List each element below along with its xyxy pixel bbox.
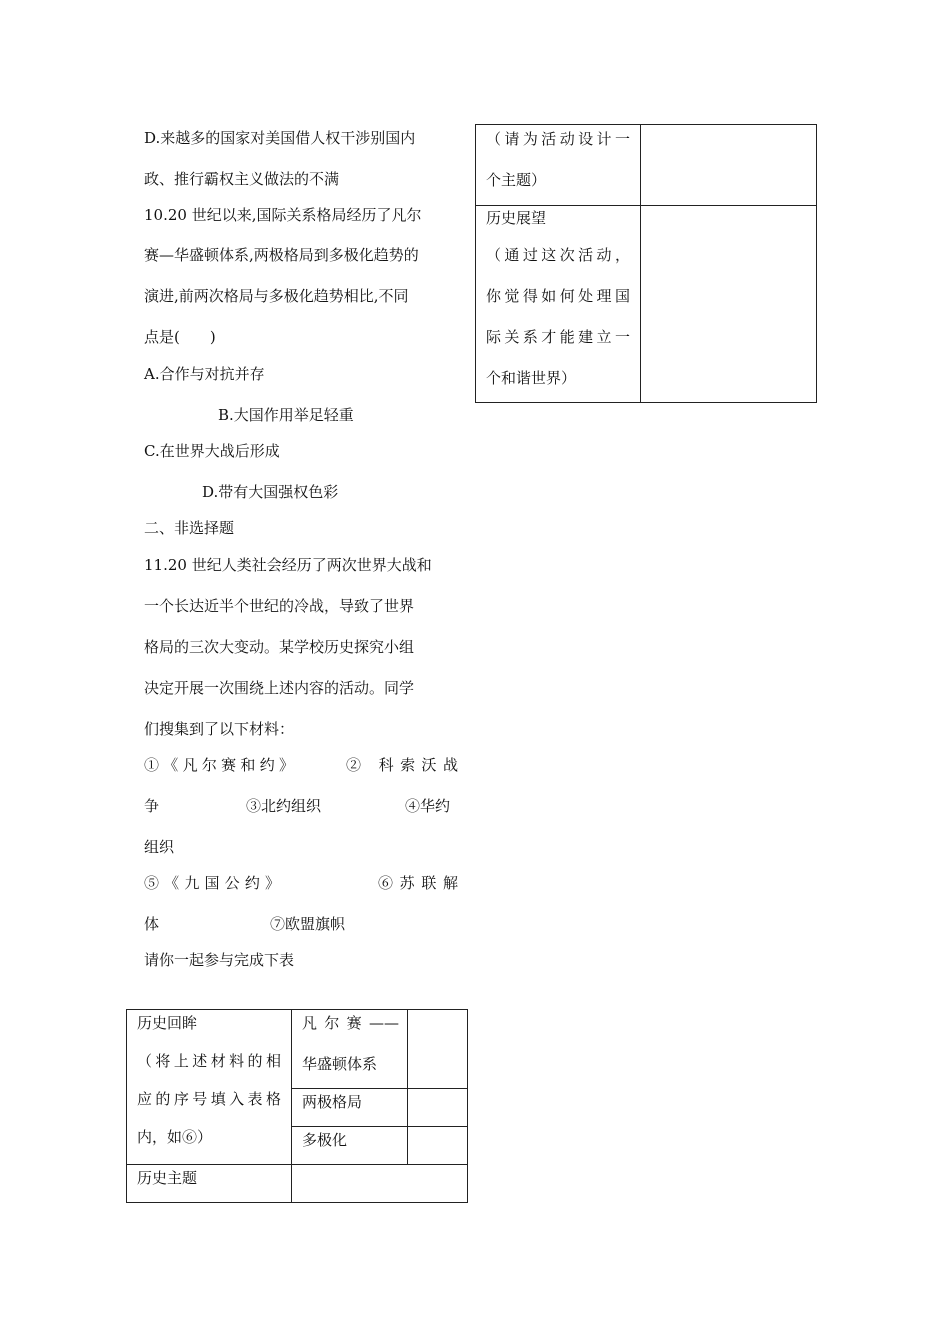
row1-label-line2: 华盛顿体系 bbox=[302, 1055, 378, 1073]
material-6: ⑥苏联解 bbox=[378, 874, 458, 892]
row3-label-cell bbox=[292, 1127, 408, 1165]
q10-line3: 演进,前两次格局与多极化趋势相比,不同 bbox=[144, 287, 409, 305]
review-note-line3: 内，如⑥） bbox=[137, 1128, 213, 1146]
q10-line2: 赛—华盛顿体系,两极格局到多极化趋势的 bbox=[144, 246, 419, 264]
q11-line1: 11.20 世纪人类社会经历了两次世界大战和 bbox=[144, 556, 432, 574]
review-note-line2: 应的序号填入表格 bbox=[137, 1090, 281, 1108]
outlook-note-line1: （通过这次活动， bbox=[486, 246, 630, 264]
row1-answer-cell[interactable] bbox=[408, 1010, 468, 1089]
outlook-note-line4: 个和谐世界） bbox=[486, 369, 577, 387]
q10-option-a: A.合作与对抗并存 bbox=[144, 365, 265, 383]
outlook-title: 历史展望 bbox=[486, 209, 547, 227]
material-3: ③北约组织 bbox=[246, 797, 322, 815]
outlook-cell bbox=[476, 206, 641, 403]
row1-label-cell bbox=[292, 1010, 408, 1089]
q10-line1: 10.20 世纪以来,国际关系格局经历了凡尔 bbox=[144, 206, 422, 224]
theme-note-line2: 个主题） bbox=[486, 171, 547, 189]
q10-option-b: B.大国作用举足轻重 bbox=[218, 406, 354, 424]
q11-line4: 决定开展一次围绕上述内容的活动。同学 bbox=[144, 679, 415, 697]
theme-note-line1: （请为活动设计一 bbox=[486, 130, 630, 148]
row3-label: 多极化 bbox=[302, 1131, 348, 1149]
q9-option-d-line1: D.来越多的国家对美国借人权干涉别国内 bbox=[144, 129, 416, 147]
review-title: 历史回眸 bbox=[137, 1014, 198, 1032]
q11-line3: 格局的三次大变动。某学校历史探究小组 bbox=[144, 638, 415, 656]
review-cell bbox=[127, 1010, 292, 1165]
q10-option-c: C.在世界大战后形成 bbox=[144, 442, 280, 460]
q10-option-d: D.带有大国强权色彩 bbox=[202, 483, 339, 501]
row2-answer-cell[interactable] bbox=[408, 1089, 468, 1127]
review-note-line1: （将上述材料的相 bbox=[137, 1052, 281, 1070]
q11-line2: 一个长达近半个世纪的冷战，导致了世界 bbox=[144, 597, 415, 615]
q9-option-d-line2: 政、推行霸权主义做法的不满 bbox=[144, 170, 340, 188]
history-review-table bbox=[126, 1009, 468, 1203]
q11-line5: 们搜集到了以下材料： bbox=[144, 720, 295, 738]
material-2-cont: 争 bbox=[144, 797, 160, 815]
instruction: 请你一起参与完成下表 bbox=[144, 951, 295, 969]
q10-line4: 点是( ) bbox=[144, 328, 216, 346]
row1-label-line1: 凡尔赛—— bbox=[302, 1014, 399, 1032]
row2-label: 两极格局 bbox=[302, 1093, 363, 1111]
theme-note-answer-cell[interactable] bbox=[641, 125, 817, 206]
material-4: ④华约 bbox=[405, 797, 451, 815]
theme-label: 历史主题 bbox=[137, 1169, 198, 1187]
theme-note-cell bbox=[476, 125, 641, 206]
material-7: ⑦欧盟旗帜 bbox=[270, 915, 346, 933]
material-2: ② 科索沃战 bbox=[346, 756, 458, 774]
outlook-note-line3: 际关系才能建立一 bbox=[486, 328, 630, 346]
row3-answer-cell[interactable] bbox=[408, 1127, 468, 1165]
section-title: 二、非选择题 bbox=[144, 519, 235, 537]
history-outlook-table bbox=[475, 124, 817, 403]
material-1: ①《凡尔赛和约》 bbox=[144, 756, 294, 774]
theme-answer-cell[interactable] bbox=[292, 1165, 468, 1203]
material-5: ⑤《九国公约》 bbox=[144, 874, 280, 892]
material-6-cont: 体 bbox=[144, 915, 160, 933]
outlook-note-line2: 你觉得如何处理国 bbox=[486, 287, 630, 305]
theme-label-cell bbox=[127, 1165, 292, 1203]
material-4-cont: 组织 bbox=[144, 838, 175, 856]
outlook-answer-cell[interactable] bbox=[641, 206, 817, 403]
row2-label-cell bbox=[292, 1089, 408, 1127]
